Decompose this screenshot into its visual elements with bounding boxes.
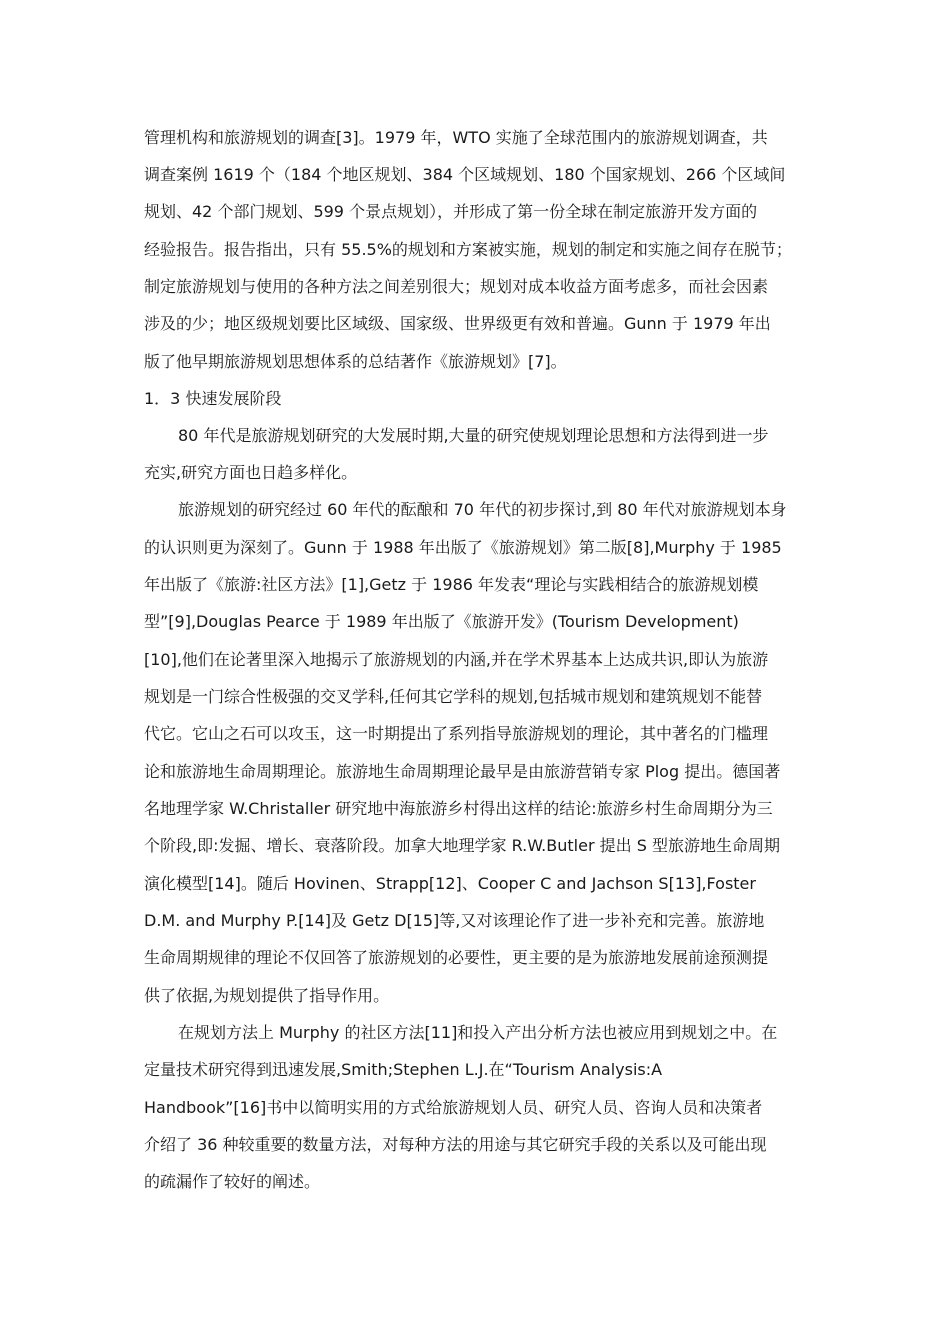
paragraph-intro-line: 调查案例 1619 个（184 个地区规划、384 个区域规划、180 个国家规划、266 个区域间 xyxy=(144,165,786,184)
paragraph-2-line: 演化模型[14]。随后 Hovinen、Strapp[12]、Cooper C and Jachson S[13],Foster xyxy=(144,874,756,893)
paragraph-2-line: 供了依据,为规划提供了指导作用。 xyxy=(144,986,390,1005)
paragraph-intro-line: 涉及的少；地区级规划要比区域级、国家级、世界级更有效和普遍。Gunn 于 1979 年出 xyxy=(144,314,771,333)
paragraph-2-line: 代它。它山之石可以攻玉，这一时期提出了系列指导旅游规划的理论，其中著名的门槛理 xyxy=(144,724,769,743)
paragraph-2-line: 名地理学家 W.Christaller 研究地中海旅游乡村得出这样的结论:旅游乡村生命周期分为三 xyxy=(144,799,773,818)
paragraph-intro-line: 规划、42 个部门规划、599 个景点规划），并形成了第一份全球在制定旅游开发方面的 xyxy=(144,202,758,221)
paragraph-2-line: 型”[9],Douglas Pearce 于 1989 年出版了《旅游开发》(Tourism Development) xyxy=(144,612,739,631)
paragraph-3-line: 介绍了 36 种较重要的数量方法，对每种方法的用途与其它研究手段的关系以及可能出现 xyxy=(144,1135,767,1154)
paragraph-intro-line: 管理机构和旅游规划的调查[3]。1979 年，WTO 实施了全球范围内的旅游规划调查，共 xyxy=(144,128,768,147)
paragraph-2-line: 规划是一门综合性极强的交叉学科,任何其它学科的规划,包括城市规划和建筑规划不能替 xyxy=(144,687,763,706)
paragraph-3-line: Handbook”[16]书中以简明实用的方式给旅游规划人员、研究人员、咨询人员和决策者 xyxy=(144,1098,763,1117)
paragraph-intro-line: 制定旅游规划与使用的各种方法之间差别很大；规划对成本收益方面考虑多，而社会因素 xyxy=(144,277,769,296)
paragraph-3-line: 在规划方法上 Murphy 的社区方法[11]和投入产出分析方法也被应用到规划之中。在 xyxy=(178,1023,778,1042)
paragraph-2-line: 旅游规划的研究经过 60 年代的酝酿和 70 年代的初步探讨,到 80 年代对旅游规划本身 xyxy=(178,500,787,519)
paragraph-2-line: 个阶段,即:发掘、增长、衰落阶段。加拿大地理学家 R.W.Butler 提出 S 型旅游地生命周期 xyxy=(144,836,780,855)
section-heading: 1．3 快速发展阶段 xyxy=(144,389,282,408)
paragraph-2-line: D.M. and Murphy P.[14]及 Getz D[15]等,又对该理论作了进一步补充和完善。旅游地 xyxy=(144,911,765,930)
paragraph-intro-line: 版了他早期旅游规划思想体系的总结著作《旅游规划》[7]。 xyxy=(144,352,567,371)
paragraph-2-line: 生命周期规律的理论不仅回答了旅游规划的必要性，更主要的是为旅游地发展前途预测提 xyxy=(144,948,769,967)
paragraph-1-line: 80 年代是旅游规划研究的大发展时期,大量的研究使规划理论思想和方法得到进一步 xyxy=(178,426,769,445)
paragraph-2-line: 论和旅游地生命周期理论。旅游地生命周期理论最早是由旅游营销专家 Plog 提出。德国著 xyxy=(144,762,781,781)
paragraph-3-line: 定量技术研究得到迅速发展,Smith;Stephen L.J.在“Tourism Analysis:A xyxy=(144,1060,663,1079)
paragraph-2-line: 的认识则更为深刻了。Gunn 于 1988 年出版了《旅游规划》第二版[8],Murphy 于 1985 xyxy=(144,538,782,557)
paragraph-2-line: 年出版了《旅游:社区方法》[1],Getz 于 1986 年发表“理论与实践相结合的旅游规划模 xyxy=(144,575,759,594)
paragraph-intro-line: 经验报告。报告指出，只有 55.5%的规划和方案被实施，规划的制定和实施之间存在脱节； xyxy=(144,240,792,259)
paragraph-2-line: [10],他们在论著里深入地揭示了旅游规划的内涵,并在学术界基本上达成共识,即认为旅游 xyxy=(144,650,769,669)
paragraph-3-line: 的疏漏作了较好的阐述。 xyxy=(144,1172,321,1191)
paragraph-1-line: 充实,研究方面也日趋多样化。 xyxy=(144,463,358,482)
